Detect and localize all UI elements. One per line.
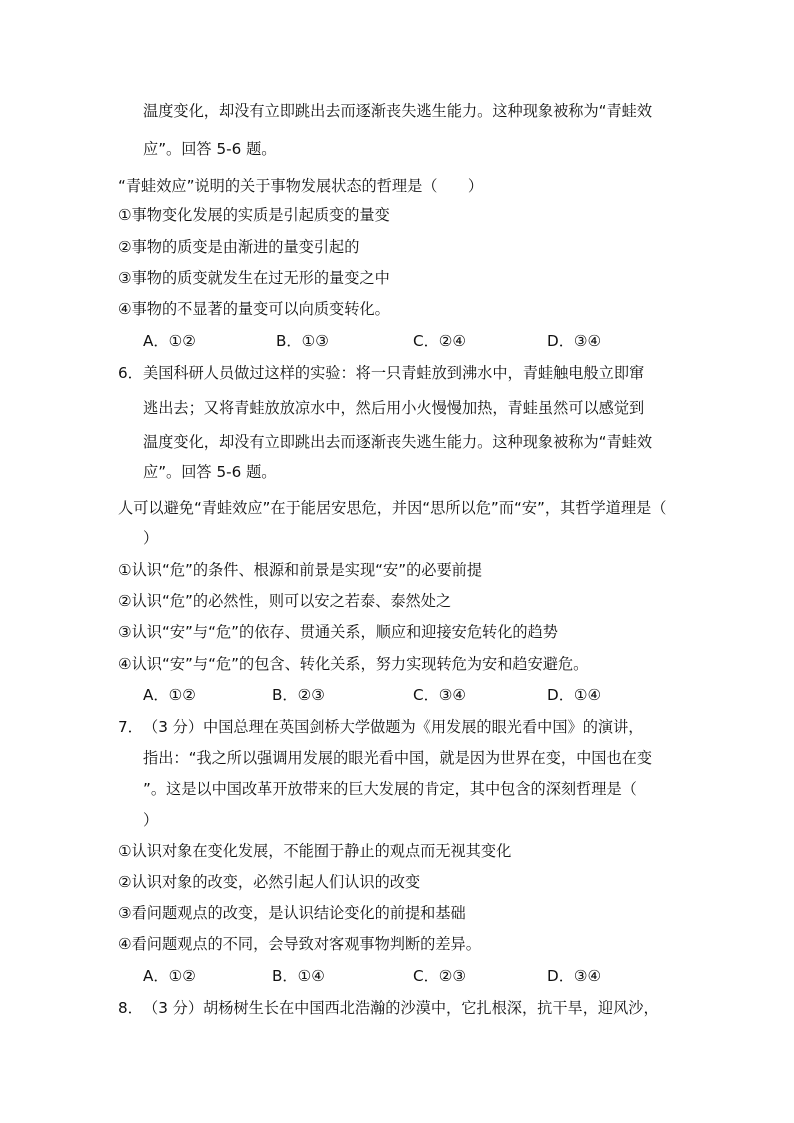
statement-item: ①事物变化发展的实质是引起质变的量变 [118,206,390,224]
passage-line: 美国科研人员做过这样的实验：将一只青蛙放到沸水中，青蛙触电般立即窜 [143,364,645,382]
question-text: 指出：“我之所以强调用发展的眼光看中国，就是因为世界在变，中国也在变 [143,749,653,767]
question-text: （3 分）胡杨树生长在中国西北浩瀚的沙漠中，它扎根深，抗干旱，迎风沙， [143,999,659,1017]
statement-item: ②事物的质变是由渐进的量变引起的 [118,238,360,256]
option-d[interactable]: D．①④ [547,686,602,704]
option-d[interactable]: D．③④ [547,967,602,985]
statement-item: ④认识“安”与“危”的包含、转化关系，努力实现转危为安和趋安避危。 [118,655,589,673]
option-a[interactable]: A．①② [143,967,196,985]
option-a[interactable]: A．①② [143,686,196,704]
option-c[interactable]: C．③④ [413,686,467,704]
question-number: 8． [118,999,143,1017]
statement-item: ①认识对象在变化发展，不能囿于静止的观点而无视其变化 [118,842,512,860]
option-b[interactable]: B．②③ [272,686,325,704]
option-b[interactable]: B．①④ [272,967,325,985]
passage-line: 应”。回答 5-6 题。 [143,140,277,158]
option-b[interactable]: B．①③ [276,332,329,350]
passage-line: 应”。回答 5-6 题。 [143,463,277,481]
statement-item: ②认识“危”的必然性，则可以安之若泰、泰然处之 [118,592,452,610]
option-a[interactable]: A．①② [143,332,196,350]
statement-item: ④事物的不显著的量变可以向质变转化。 [118,300,390,318]
question-number: 7． [118,718,143,736]
statement-item: ②认识对象的改变，必然引起人们认识的改变 [118,873,421,891]
option-c[interactable]: C．②③ [413,967,467,985]
question-stem: “青蛙效应”说明的关于事物发展状态的哲理是（ ） [118,177,484,195]
statement-item: ③看问题观点的改变，是认识结论变化的前提和基础 [118,904,466,922]
option-c[interactable]: C．②④ [413,332,467,350]
question-text: （3 分）中国总理在英国剑桥大学做题为《用发展的眼光看中国》的演讲， [143,718,644,736]
question-stem-end: ） [143,811,159,829]
passage-line: 温度变化，却没有立即跳出去而逐渐丧失逃生能力。这种现象被称为“青蛙效 [143,433,653,451]
question-stem-end: ） [143,529,159,547]
statement-item: ①认识“危”的条件、根源和前景是实现“安”的必要前提 [118,561,483,579]
passage-line: 温度变化，却没有立即跳出去而逐渐丧失逃生能力。这种现象被称为“青蛙效 [143,102,653,120]
passage-line: 逃出去；又将青蛙放放凉水中，然后用小火慢慢加热，青蛙虽然可以感觉到 [143,399,645,417]
statement-item: ③事物的质变就发生在过无形的量变之中 [118,269,390,287]
question-number: 6． [118,364,143,382]
option-d[interactable]: D．③④ [547,332,602,350]
question-stem: 人可以避免“青蛙效应”在于能居安思危，并因“思所以危”而“安”，其哲学道理是（ [118,499,667,517]
statement-item: ④看问题观点的不同，会导致对客观事物判断的差异。 [118,935,481,953]
question-text: ”。这是以中国改革开放带来的巨大发展的肯定，其中包含的深刻哲理是（ [143,780,637,798]
statement-item: ③认识“安”与“危”的依存、贯通关系，顺应和迎接安危转化的趋势 [118,623,558,641]
